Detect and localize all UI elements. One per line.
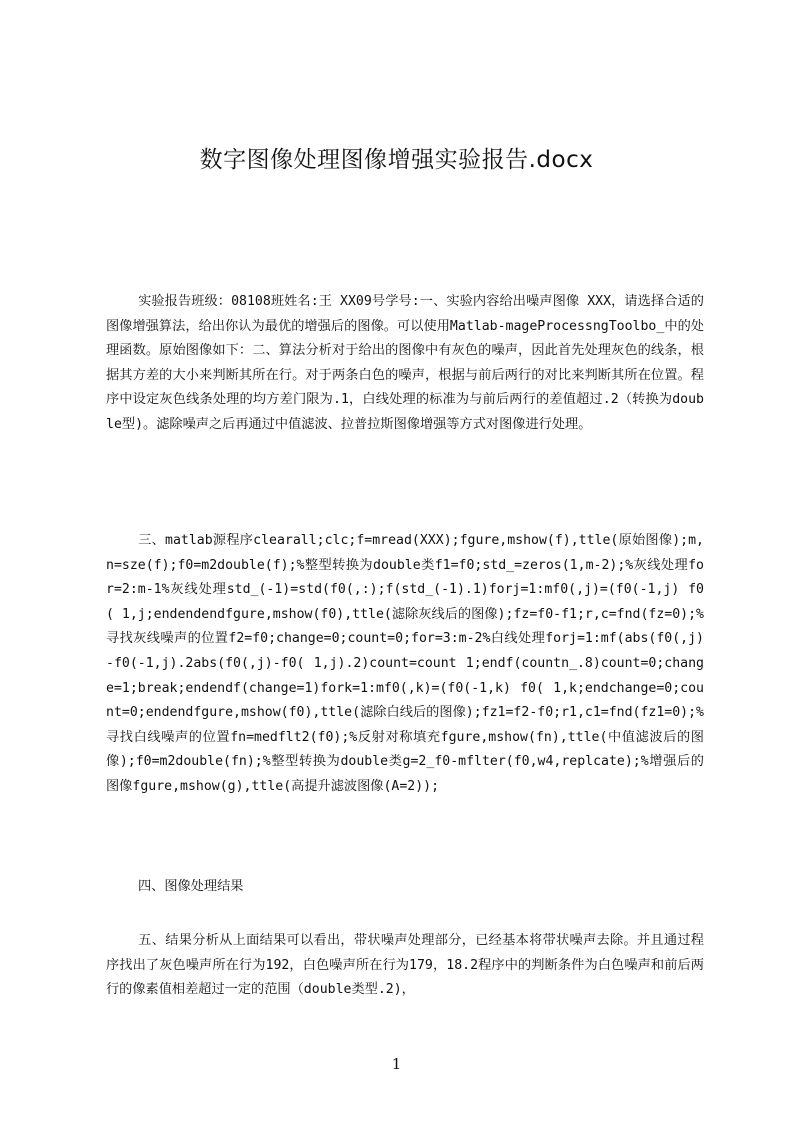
paragraph-result-analysis	[106, 929, 704, 1003]
paragraph-text: 五、结果分析从上面结果可以看出，带状噪声处理部分，已经基本将带状噪声去除。并且通过程序找出了灰色噪声所在行为192，白色噪声所在行为179，18.2程序中的判断条件为白色噪声和前后两行的像素值相差超过一定的范围（double类型.2)，	[106, 933, 704, 998]
page-number: 1	[391, 1055, 402, 1073]
paragraph-text: 实验报告班级：08108班姓名:王 XX09号学号:一、实验内容给出噪声图像 XXX，请选择合适的图像增强算法，给出你认为最优的增强后的图像。可以使用Matlab-mageProcessngToolbo_中的处理函数。原始图像如下：二、算法分析对于给出的图像中有灰色的噪声，因此首先处理灰色的线条，根据其方差的大小来判断其所在行。对于两条白色的噪声，根据与前后两行的对比来判断其所在位置。程序中设定灰色线条处理的均方差门限为.1，白线处理的标准为与前后两行的差值超过.2（转换为double型)。滤除噪声之后再通过中值滤波、拉普拉斯图像增强等方式对图像进行处理。	[106, 294, 704, 432]
paragraph-results-heading	[106, 875, 704, 900]
paragraph-experiment-content	[106, 290, 704, 438]
document-title: 数字图像处理图像增强实验报告.docx	[199, 147, 594, 173]
paragraph-text: 三、matlab源程序clearall;clc;f=mread(XXX);fgure,mshow(f),ttle(原始图像);m,n=sze(f);f0=m2double(f);%整型转换为double类f1=f0;std_=zeros(1,m-2);%灰线处理for=2:m-1%灰线处理std_(-1)=std(f0(,:);f(std_(-1).1)forj=1:mf0(,j)=(f0(-1,j) f0( 1,j;endendendfgure,mshow(f0),ttle(滤除灰线后的图像);fz=f0-f1;r,c=fnd(fz=0);%寻找灰线噪声的位置f2=f0;change=0;count=0;for=3:m-2%白线处理forj=1:mf(abs(f0(,j)-f0(-1,j).2abs(f0(,j)-f0( 1,j).2)count=count 1;endf(countn_.8)count=0;change=1;break;endendf(change=1)fork=1:mf0(,k)=(f0(-1,k) f0( 1,k;endchange=0;count=0;endendfgure,mshow(f0),ttle(滤除白线后的图像);fz1=f2-f0;r1,c1=fnd(fz1=0);%寻找白线噪声的位置fn=medflt2(f0);%反射对称填充fgure,mshow(fn),ttle(中值滤波后的图像);f0=m2double(fn);%整型转换为double类g=2_f0-mflter(f0,w4,replcate);%增强后的图像fgure,mshow(g),ttle(高提升滤波图像(A=2));	[106, 533, 704, 794]
paragraph-matlab-source	[106, 529, 704, 800]
paragraph-text: 四、图像处理结果	[138, 879, 244, 894]
